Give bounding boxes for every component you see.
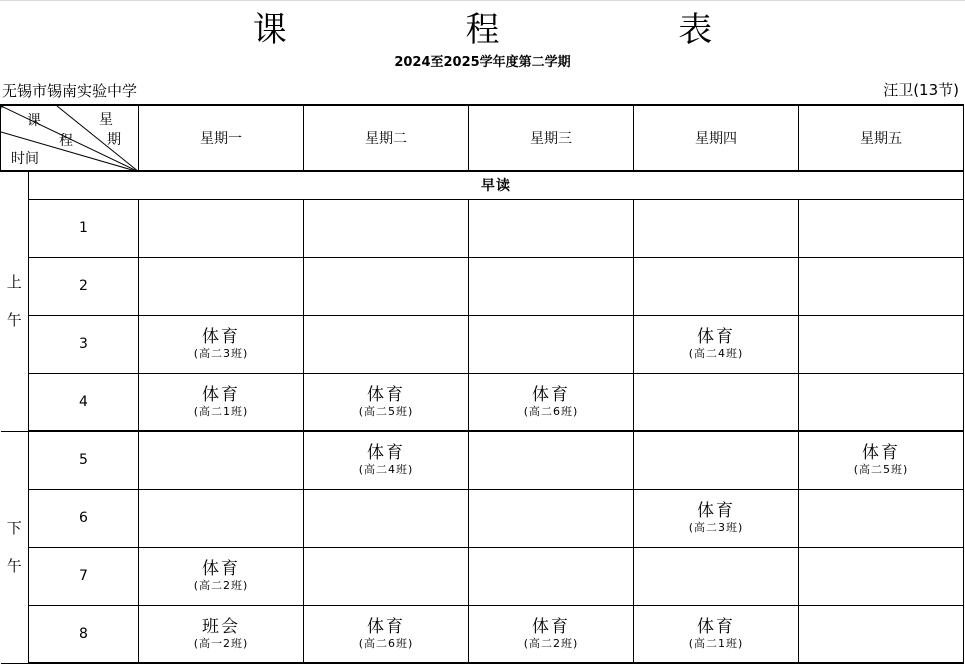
period-row bbox=[1, 489, 964, 547]
class-name: (高二3班) bbox=[193, 347, 249, 360]
schedule-cell bbox=[304, 199, 469, 257]
schedule-cell bbox=[799, 431, 964, 489]
course-name: 体育 bbox=[532, 384, 570, 405]
schedule-cell bbox=[799, 315, 964, 373]
period-row bbox=[1, 431, 964, 489]
school-name: 无锡市锡南实验中学 bbox=[2, 82, 138, 100]
schedule-cell bbox=[304, 489, 469, 547]
schedule-cell bbox=[469, 431, 634, 489]
schedule-cell bbox=[799, 489, 964, 547]
corner-label-xing: 星 bbox=[99, 112, 113, 128]
schedule-cell bbox=[634, 431, 799, 489]
class-name: (高一2班) bbox=[193, 636, 249, 650]
schedule-cell bbox=[139, 489, 304, 547]
course-name: 体育 bbox=[202, 327, 240, 347]
course-name: 体育 bbox=[202, 384, 240, 405]
schedule-cell bbox=[469, 257, 634, 315]
schedule-cell bbox=[139, 199, 304, 257]
class-name: (高二4班) bbox=[688, 347, 744, 360]
schedule-cell bbox=[304, 431, 469, 489]
period-row bbox=[1, 199, 964, 257]
course-name: 体育 bbox=[697, 616, 735, 637]
class-name: (高二2班) bbox=[523, 636, 579, 650]
period-row bbox=[1, 373, 964, 431]
schedule-cell bbox=[634, 199, 799, 257]
schedule-cell bbox=[469, 373, 634, 431]
day-header: 星期一 bbox=[139, 105, 304, 171]
schedule-cell bbox=[799, 547, 964, 605]
class-name: (高二1班) bbox=[688, 636, 744, 650]
schedule-cell bbox=[139, 547, 304, 605]
schedule-cell bbox=[469, 199, 634, 257]
course-name: 体育 bbox=[367, 616, 405, 637]
period-number: 1 bbox=[29, 199, 139, 257]
corner-label-qi: 期 bbox=[107, 132, 121, 148]
class-name: (高二3班) bbox=[688, 521, 744, 534]
course-name: 体育 bbox=[367, 384, 405, 405]
schedule-cell bbox=[634, 489, 799, 547]
period-number: 4 bbox=[29, 373, 139, 431]
schedule-cell bbox=[469, 489, 634, 547]
corner-label-time: 时间 bbox=[11, 151, 39, 167]
period-number: 8 bbox=[29, 605, 139, 663]
period-number: 7 bbox=[29, 547, 139, 605]
course-name: 体育 bbox=[202, 559, 240, 579]
corner-label-course: 课 bbox=[27, 113, 41, 129]
schedule-cell bbox=[799, 373, 964, 431]
schedule-cell bbox=[469, 605, 634, 663]
schedule-cell bbox=[634, 547, 799, 605]
schedule-cell bbox=[799, 257, 964, 315]
timetable bbox=[0, 104, 964, 664]
schedule-cell bbox=[799, 605, 964, 663]
schedule-cell bbox=[139, 315, 304, 373]
class-name: (高二5班) bbox=[853, 463, 909, 477]
period-number: 2 bbox=[29, 257, 139, 315]
morning-reading-row: 早读 bbox=[29, 171, 964, 199]
period-row bbox=[1, 547, 964, 605]
page-title: 课 程 表 bbox=[252, 10, 797, 50]
course-name: 体育 bbox=[367, 443, 405, 464]
schedule-cell bbox=[139, 373, 304, 431]
course-name: 班会 bbox=[202, 616, 240, 637]
schedule-cell bbox=[304, 257, 469, 315]
class-name: (高二5班) bbox=[358, 404, 414, 418]
period-row bbox=[1, 315, 964, 373]
period-number: 3 bbox=[29, 315, 139, 373]
class-name: (高二6班) bbox=[358, 636, 414, 650]
period-row bbox=[1, 257, 964, 315]
morning-label: 上 午 bbox=[1, 171, 29, 431]
day-header: 星期五 bbox=[799, 105, 964, 171]
schedule-cell bbox=[304, 605, 469, 663]
schedule-cell bbox=[634, 605, 799, 663]
teacher-name: 汪卫(13节) bbox=[883, 81, 959, 99]
day-header: 星期四 bbox=[634, 105, 799, 171]
schedule-cell bbox=[469, 547, 634, 605]
afternoon-label: 下 午 bbox=[1, 431, 29, 663]
corner-label-cheng: 程 bbox=[59, 133, 73, 149]
term-subtitle: 2024至2025学年度第二学期 bbox=[394, 55, 571, 70]
course-name: 体育 bbox=[697, 327, 735, 347]
schedule-cell bbox=[139, 605, 304, 663]
schedule-cell bbox=[634, 373, 799, 431]
day-header: 星期三 bbox=[469, 105, 634, 171]
class-name: (高二1班) bbox=[193, 404, 249, 418]
schedule-cell bbox=[634, 257, 799, 315]
course-name: 体育 bbox=[697, 501, 735, 521]
class-name: (高二2班) bbox=[193, 579, 249, 592]
schedule-cell bbox=[304, 373, 469, 431]
course-name: 体育 bbox=[862, 443, 900, 464]
course-name: 体育 bbox=[532, 616, 570, 637]
schedule-cell bbox=[469, 315, 634, 373]
top-border-line bbox=[0, 0, 965, 1]
class-name: (高二6班) bbox=[523, 404, 579, 418]
schedule-cell bbox=[304, 315, 469, 373]
schedule-cell bbox=[634, 315, 799, 373]
class-name: (高二4班) bbox=[358, 463, 414, 477]
period-number: 5 bbox=[29, 431, 139, 489]
schedule-cell bbox=[139, 257, 304, 315]
period-row bbox=[1, 605, 964, 663]
day-header: 星期二 bbox=[304, 105, 469, 171]
corner-header bbox=[1, 105, 139, 171]
period-number: 6 bbox=[29, 489, 139, 547]
schedule-cell bbox=[304, 547, 469, 605]
schedule-cell bbox=[799, 199, 964, 257]
schedule-cell bbox=[139, 431, 304, 489]
